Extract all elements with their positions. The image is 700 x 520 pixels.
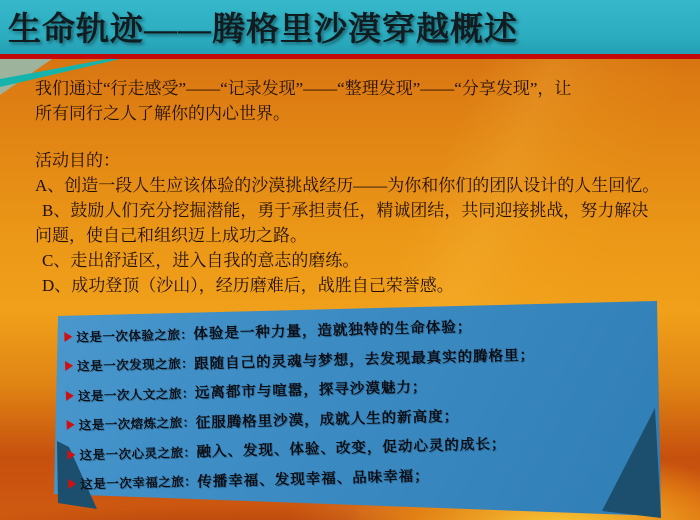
- purpose-heading: 活动目的：: [35, 151, 120, 170]
- arrow-bullet-icon: [67, 420, 75, 430]
- body-text-block: [35, 76, 695, 298]
- spacer: [35, 126, 695, 148]
- title-bar: [0, 0, 700, 54]
- arrow-bullet-icon: [64, 332, 72, 342]
- purpose-line-c: C、走出舒适区，进入自我的意志的磨练。: [42, 251, 360, 270]
- intro-line-1: 我们通过“行走感受”——“记录发现”——“整理发现”——“分享发现”，让: [35, 79, 572, 98]
- purpose-line-a: A、创造一段人生应该体验的沙漠挑战经历——为你和你们的团队设计的人生回忆。: [35, 176, 660, 195]
- journey-item-label: 这是一次人文之旅：: [77, 386, 196, 404]
- purpose-line-b-cont: 问题，使自己和组织迈上成功之路。: [35, 226, 307, 245]
- slide-title: 生命轨迹——腾格里沙漠穿越概述: [8, 12, 518, 48]
- journey-item-text: 融入、发现、体验、改变，促动心灵的成长；: [196, 436, 507, 461]
- red-divider-line: [0, 54, 700, 59]
- journey-item-label: 这是一次心灵之旅：: [79, 445, 197, 463]
- journey-item-label: 这是一次幸福之旅：: [80, 474, 198, 492]
- journey-item-text: 传播幸福、发现幸福、品味幸福；: [197, 468, 430, 491]
- journey-item-text: 征服腾格里沙漠，成就人生的新高度；: [195, 408, 460, 432]
- journey-box-content: [64, 307, 654, 499]
- arrow-bullet-icon: [65, 361, 73, 371]
- journey-item-text: 远离都市与喧嚣，探寻沙漠魅力；: [194, 379, 428, 402]
- journey-item-text: 体验是一种力量，造就独特的生命体验；: [193, 319, 473, 343]
- purpose-line-d: D、成功登顶（沙山），经历磨难后，战胜自己荣誉感。: [42, 276, 454, 295]
- arrow-bullet-icon: [67, 449, 75, 459]
- journey-item-text: 跟随自己的灵魂与梦想，去发现最真实的腾格里；: [193, 347, 536, 373]
- purpose-line-b: B、鼓励人们充分挖掘潜能，勇于承担责任，精诚团结，共同迎接挑战，努力解决: [42, 201, 649, 220]
- journey-item-label: 这是一次熔炼之旅：: [78, 415, 196, 433]
- arrow-bullet-icon: [68, 479, 76, 489]
- intro-line-2: 所有同行之人了解你的内心世界。: [35, 104, 290, 123]
- journey-item-label: 这是一次体验之旅：: [76, 327, 194, 345]
- arrow-bullet-icon: [66, 391, 74, 401]
- journey-item-label: 这是一次发现之旅：: [76, 356, 195, 374]
